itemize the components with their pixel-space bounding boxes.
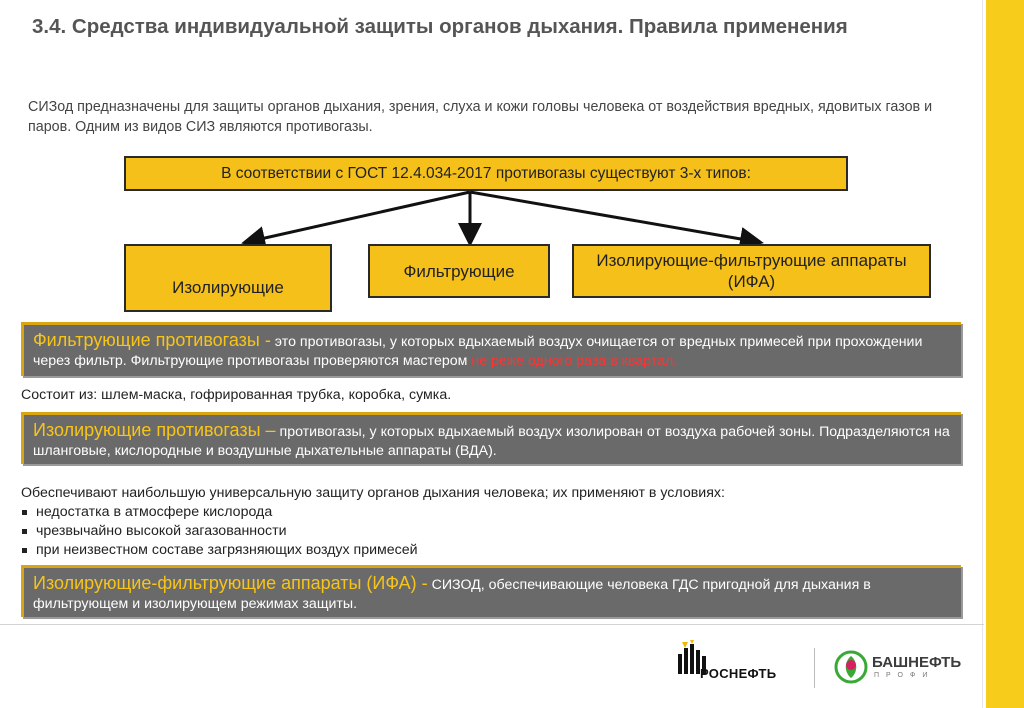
type-box-filtering	[368, 244, 550, 298]
composition-note: Состоит из: шлем-маска, гофрированная трубка, коробка, сумка.	[21, 387, 452, 403]
filtering-text: это противогазы, у которых вдыхаемый воздух очищается от вредных примесей при прохождении через фильтр. Фильтрующие противогазы проверяются мастером	[33, 334, 923, 369]
arrow-to-isolating	[247, 192, 470, 242]
bullet-icon	[22, 510, 27, 515]
usage-list	[21, 503, 951, 560]
list-item-text: недостатка в атмосфере кислорода	[36, 504, 273, 520]
filtering-check-highlight: не реже одного раза в квартал.	[471, 353, 678, 369]
filtering-heading: Фильтрующие противогазы -	[33, 330, 271, 350]
type-label-filtering: Фильтрующие	[403, 261, 515, 281]
arrow-to-ifa	[470, 192, 758, 242]
list-item	[21, 541, 951, 560]
logo-divider	[814, 648, 815, 688]
bullet-icon	[22, 529, 27, 534]
footer-divider	[0, 624, 984, 625]
rosneft-wordmark: РОСНЕФТЬ	[700, 666, 777, 681]
type-box-ifa	[572, 244, 931, 298]
list-item-text: чрезвычайно высокой загазованности	[36, 523, 287, 539]
bashneft-logo-icon	[834, 650, 868, 684]
page-title: 3.4. Средства индивидуальной защиты органов дыхания. Правила применения	[32, 15, 848, 38]
type-label-ifa: Изолирующие-фильтрующие аппараты (ИФА)	[596, 251, 907, 291]
isolating-text: противогазы, у которых вдыхаемый воздух изолирован от воздуха рабочей зоны. Подразделяются на шланговые, кислородные и воздушные дыхательные аппараты (ВДА).	[33, 424, 950, 459]
bashneft-wordmark: БАШНЕФТЬ	[872, 654, 962, 671]
bashneft-subtitle: ПРОФИ	[874, 672, 935, 679]
list-item-text: при неизвестном составе загрязняющих воздух примесей	[36, 542, 418, 558]
isolating-definition-band	[21, 412, 961, 464]
ifa-heading: Изолирующие-фильтрующие аппараты (ИФА) -	[33, 573, 428, 593]
list-item	[21, 503, 951, 522]
type-box-isolating	[124, 244, 332, 312]
type-label-isolating: Изолирующие	[172, 277, 284, 297]
isolating-heading: Изолирующие противогазы –	[33, 420, 276, 440]
list-item	[21, 522, 951, 541]
bullet-icon	[22, 548, 27, 553]
intro-paragraph: СИЗод предназначены для защиты органов дыхания, зрения, слуха и кожи головы человека от воздействия вредных, ядовитых газов и паров. Одним из видов СИЗ являются противогазы.	[28, 99, 933, 135]
ifa-text: СИЗОД, обеспечивающие человека ГДС пригодной для дыхания в фильтрующем и изолирующем режимах защиты.	[33, 577, 871, 612]
filtering-definition-band	[21, 322, 961, 376]
ifa-definition-band	[21, 565, 961, 617]
usage-intro: Обеспечивают наибольшую универсальную защиту органов дыхания человека; их применяют в условиях:	[21, 485, 725, 501]
gost-types-text: В соответствии с ГОСТ 12.4.034-2017 противогазы существуют 3-х типов:	[221, 164, 751, 182]
usage-conditions	[21, 484, 951, 560]
